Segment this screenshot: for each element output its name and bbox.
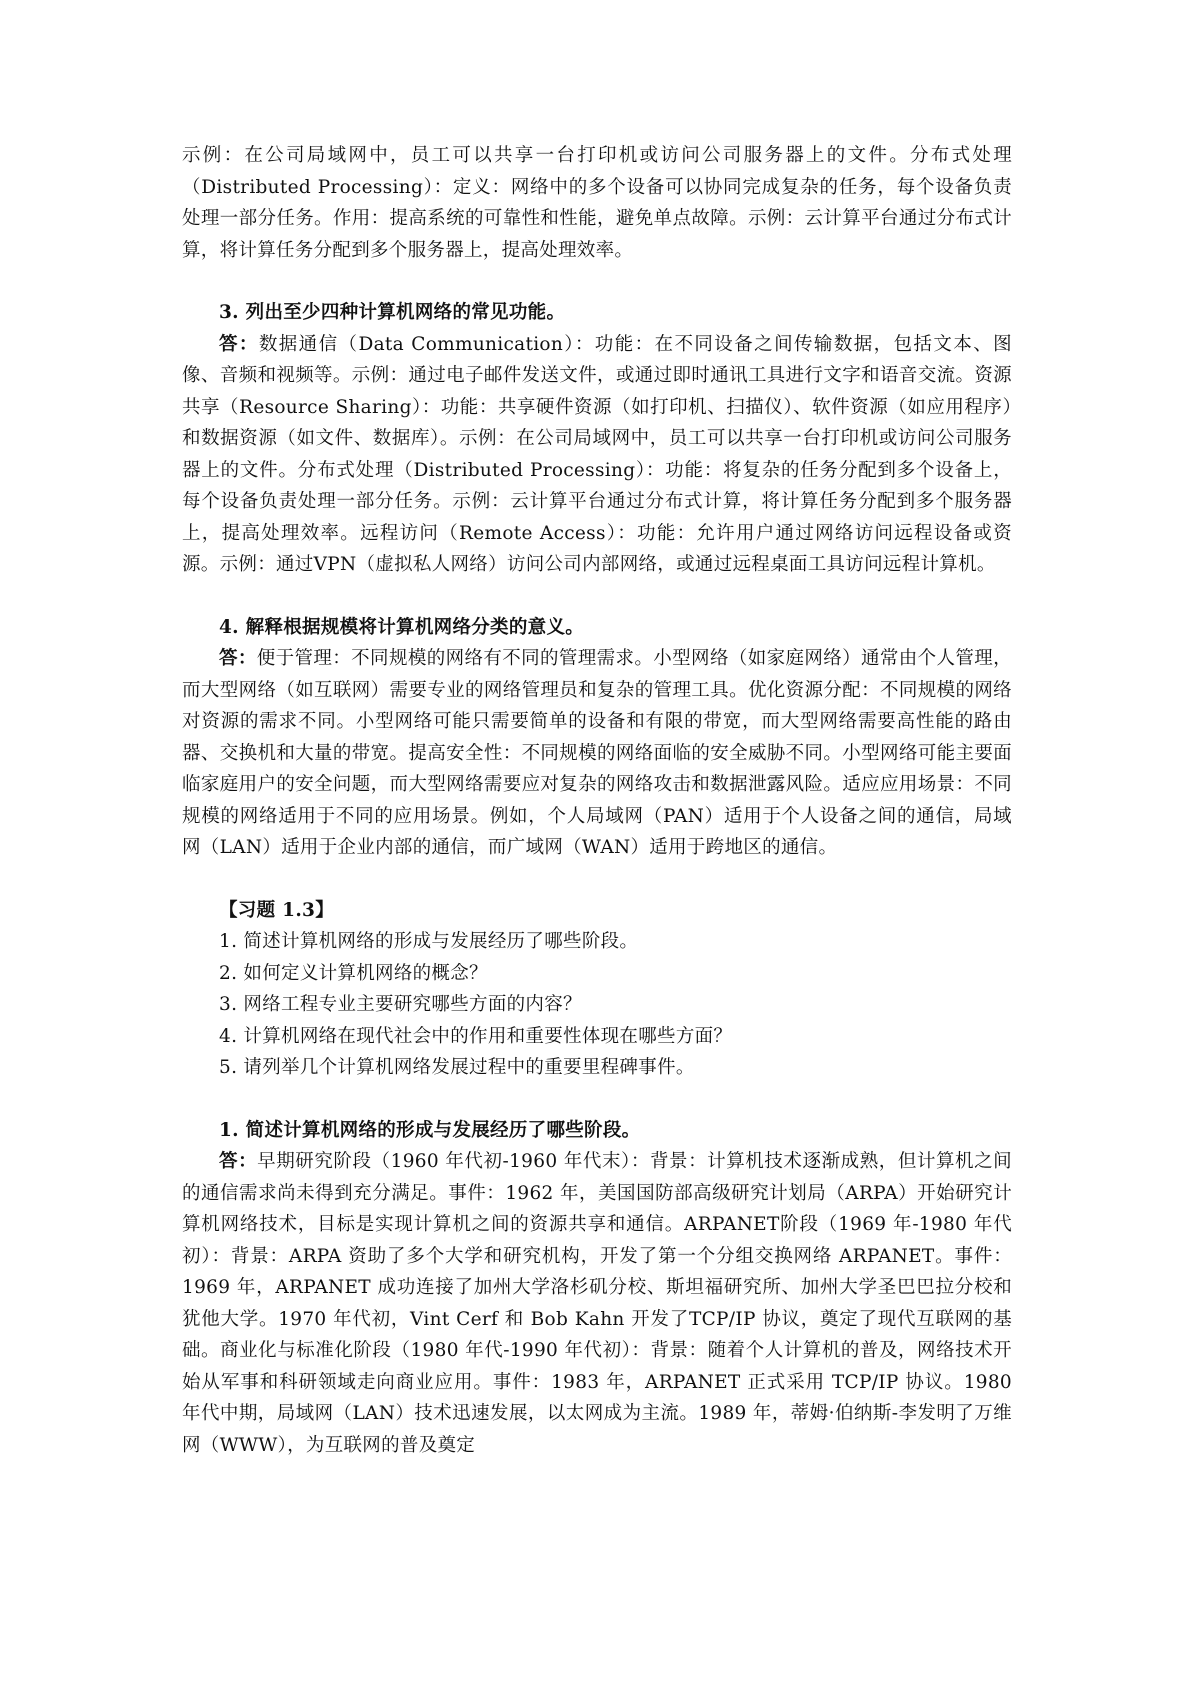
answer-label: 答： <box>219 1151 258 1172</box>
exercise-section <box>182 895 1012 1084</box>
exercise-title: 【习题 1.3】 <box>219 899 335 921</box>
intro-paragraph: 示例：在公司局域网中，员工可以共享一台打印机或访问公司服务器上的文件。分布式处理（Distributed Processing）：定义：网络中的多个设备可以协同完成复杂的任务，每个设备负责处理一部分任务。作用：提高系统的可靠性和性能，避免单点故障。示例：云计算平台通过分布式计算，将计算任务分配到多个服务器上，提高处理效率。 <box>182 145 1012 261</box>
exercise-item: 5. 请列举几个计算机网络发展过程中的重要里程碑事件。 <box>219 1057 695 1078</box>
question-3-heading: 3. 列出至少四种计算机网络的常见功能。 <box>219 302 566 323</box>
exercise-item: 2. 如何定义计算机网络的概念？ <box>219 962 488 984</box>
answer-text: 数据通信（Data Communication）：功能：在不同设备之间传输数据，包括文本、图像、音频和视频等。示例：通过电子邮件发送文件，或通过即时通讯工具进行文字和语音交流。资源共享（Resource Sharing）：功能：共享硬件资源（如打印机、扫描仪）、软件资源（如应用程序）和数据资源（如文件、数据库）。示例：在公司局域网中，员工可以共享一台打印机或访问公司服务器上的文件。分布式处理（Distributed Processing）：功能：将复杂的任务分配到多个设备上，每个设备负责处理一部分任务。示例：云计算平台通过分布式计算，将计算任务分配到多个服务器上，提高处理效率。远程访问（Remote Access）：功能：允许用户通过网络访问远程设备或资源。示例：通过VPN（虚拟私人网络）访问公司内部网络，或通过远程桌面工具访问远程计算机。 <box>182 333 1012 575</box>
exercise-item: 1. 简述计算机网络的形成与发展经历了哪些阶段。 <box>219 931 639 952</box>
answer-text: 便于管理：不同规模的网络有不同的管理需求。小型网络（如家庭网络）通常由个人管理，而大型网络（如互联网）需要专业的网络管理员和复杂的管理工具。优化资源分配：不同规模的网络对资源的需求不同。小型网络可能只需要简单的设备和有限的带宽，而大型网络需要高性能的路由器、交换机和大量的带宽。提高安全性：不同规模的网络面临的安全威胁不同。小型网络可能主要面临家庭用户的安全问题，而大型网络需要应对复杂的网络攻击和数据泄露风险。适应应用场景：不同规模的网络适用于不同的应用场景。例如，个人局域网（PAN）适用于个人设备之间的通信，局域网（LAN）适用于企业内部的通信，而广域网（WAN）适用于跨地区的通信。 <box>182 648 1012 858</box>
exercise-item: 4. 计算机网络在现代社会中的作用和重要性体现在哪些方面？ <box>219 1025 733 1047</box>
question-4-heading: 4. 解释根据规模将计算机网络分类的意义。 <box>219 616 585 638</box>
question-1-section <box>182 1115 1012 1462</box>
answer-text: 早期研究阶段（1960 年代初-1960 年代末）：背景：计算机技术逐渐成熟，但计算机之间的通信需求尚未得到充分满足。事件：1962 年，美国国防部高级研究计划局（ARPA）开始研究计算机网络技术，目标是实现计算机之间的资源共享和通信。ARPANET阶段（1969 年-1980 年代初）：背景：ARPA 资助了多个大学和研究机构，开发了第一个分组交换网络 ARPANET。事件：1969 年，ARPANET 成功连接了加州大学洛杉矶分校、斯坦福研究所、加州大学圣巴巴拉分校和犹他大学。1970 年代初，Vint Cerf 和 Bob Kahn 开发了TCP/IP 协议，奠定了现代互联网的基础。商业化与标准化阶段（1980 年代-1990 年代初）：背景：随着个人计算机的普及，网络技术开始从军事和科研领域走向商业应用。事件：1983 年，ARPANET 正式采用 TCP/IP 协议。1980 年代中期，局域网（LAN）技术迅速发展，以太网成为主流。1989 年，蒂姆·伯纳斯-李发明了万维网（WWW），为互联网的普及奠定 <box>182 1151 1012 1456</box>
answer-label: 答： <box>219 648 257 669</box>
question-3-section <box>182 297 1012 581</box>
question-3-answer <box>182 329 1012 581</box>
question-1-heading: 1. 简述计算机网络的形成与发展经历了哪些阶段。 <box>219 1119 641 1141</box>
question-4-section <box>182 612 1012 864</box>
question-4-answer <box>182 643 1012 864</box>
exercise-item: 3. 网络工程专业主要研究哪些方面的内容？ <box>219 994 582 1015</box>
answer-label: 答： <box>219 333 259 355</box>
question-1-answer <box>182 1146 1012 1461</box>
document-body <box>182 140 1012 1461</box>
